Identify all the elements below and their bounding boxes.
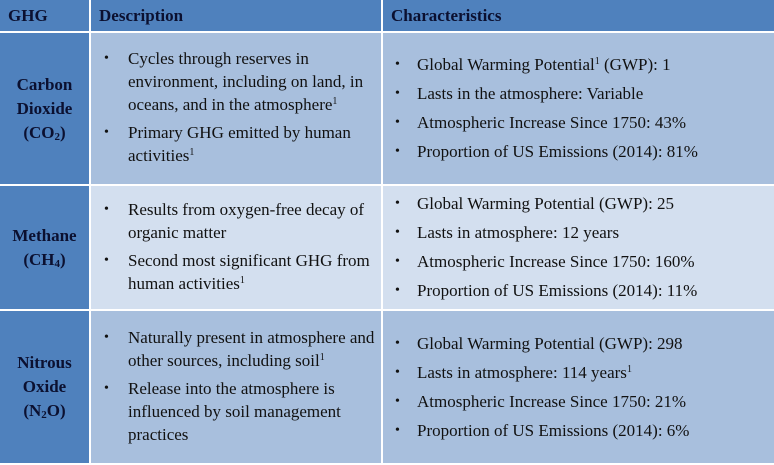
characteristics-cell <box>382 310 774 464</box>
header-ghg: GHG <box>0 0 90 32</box>
description-text: Second most significant GHG from human activities <box>128 250 370 293</box>
footnote-marker: 1 <box>626 363 632 375</box>
table-row-nitrous-oxide <box>0 310 774 464</box>
description-cell <box>90 32 382 185</box>
bullet-icon: • <box>104 329 109 345</box>
characteristics-list <box>384 53 773 163</box>
characteristics-list <box>384 332 773 442</box>
header-row <box>0 0 774 32</box>
characteristics-list-item <box>384 53 773 76</box>
footnote-marker: 1 <box>332 96 338 107</box>
gas-formula <box>4 248 85 272</box>
characteristic-text: Atmospheric Increase Since 1750: 160% <box>417 252 695 271</box>
characteristic-text: Proportion of US Emissions (2014): 81% <box>417 142 698 161</box>
description-list-item <box>92 249 380 295</box>
characteristic-text: Proportion of US Emissions (2014): 11% <box>417 281 698 300</box>
description-list <box>92 326 380 446</box>
bullet-icon: • <box>395 364 400 380</box>
description-text: Cycles through reserves in environment, including on land, in oceans, and in the atmosphere <box>128 49 364 114</box>
gas-formula-pre: (N <box>23 401 42 420</box>
characteristics-list-item <box>384 82 773 105</box>
characteristics-cell <box>382 185 774 310</box>
characteristics-list-item <box>384 250 773 273</box>
characteristics-list <box>384 192 773 302</box>
gas-formula-post: O) <box>46 401 66 420</box>
gas-formula-post: ) <box>60 249 66 269</box>
bullet-icon: • <box>395 254 400 269</box>
gas-formula-subscript: 2 <box>54 130 60 143</box>
footnote-marker: 1 <box>239 274 245 286</box>
gas-formula-post: ) <box>60 122 66 142</box>
gas-name-cell <box>0 185 90 310</box>
bullet-icon: • <box>395 196 400 211</box>
description-cell <box>90 310 382 464</box>
description-list-item <box>92 198 380 244</box>
gas-formula-pre: (CH <box>23 249 55 269</box>
header-description: Description <box>90 0 382 32</box>
gas-name-line2: Dioxide <box>16 98 73 118</box>
characteristics-list-item <box>384 419 773 442</box>
characteristic-text: Lasts in the atmosphere: Variable <box>417 84 644 103</box>
characteristic-text: Proportion of US Emissions (2014): 6% <box>417 420 690 440</box>
bullet-icon: • <box>104 380 109 396</box>
bullet-icon: • <box>104 201 109 217</box>
gas-formula-pre: (CO <box>23 122 55 142</box>
description-text: Naturally present in atmosphere and other sources, including soil <box>128 327 375 370</box>
gas-formula <box>4 121 85 145</box>
bullet-icon: • <box>395 86 400 101</box>
bullet-icon: • <box>395 422 400 438</box>
footnote-marker: 1 <box>189 147 195 158</box>
characteristic-text-suffix: (GWP): 1 <box>599 55 671 74</box>
bullet-icon: • <box>395 393 400 409</box>
table-row-carbon-dioxide <box>0 32 774 185</box>
bullet-icon: • <box>395 335 400 351</box>
bullet-icon: • <box>104 125 109 140</box>
bullet-icon: • <box>395 57 400 72</box>
characteristic-text: Atmospheric Increase Since 1750: 21% <box>417 391 687 411</box>
footnote-marker: 1 <box>319 351 325 363</box>
table-row-methane <box>0 185 774 310</box>
description-list-item <box>92 326 380 372</box>
bullet-icon: • <box>104 51 109 66</box>
characteristic-text: Global Warming Potential <box>417 55 595 74</box>
header-characteristics: Characteristics <box>382 0 774 32</box>
gas-name-line1: Nitrous <box>17 353 72 372</box>
characteristics-list-item <box>384 192 773 215</box>
gas-name-line2: Oxide <box>22 377 67 396</box>
description-list <box>92 198 380 295</box>
characteristics-cell <box>382 32 774 185</box>
gas-formula-subscript: 2 <box>41 409 47 421</box>
characteristic-text: Atmospheric Increase Since 1750: 43% <box>417 113 687 132</box>
characteristics-list-item <box>384 361 773 384</box>
gas-name-line1: Methane <box>12 225 77 245</box>
description-list <box>92 47 380 167</box>
characteristics-list-item <box>384 332 773 355</box>
characteristic-text: Global Warming Potential (GWP): 298 <box>417 333 683 353</box>
gas-name-cell <box>0 32 90 185</box>
bullet-icon: • <box>395 144 400 159</box>
gas-formula-subscript: 4 <box>54 257 60 270</box>
description-list-item <box>92 47 380 116</box>
bullet-icon: • <box>395 283 400 298</box>
description-cell <box>90 185 382 310</box>
description-text: Primary GHG emitted by human activities <box>128 123 351 165</box>
bullet-icon: • <box>395 115 400 130</box>
characteristic-text: Global Warming Potential (GWP): 25 <box>417 194 675 213</box>
characteristics-list-item <box>384 390 773 413</box>
characteristics-list-item <box>384 140 773 163</box>
gas-formula <box>4 399 85 423</box>
characteristics-list-item <box>384 111 773 134</box>
characteristics-list-item <box>384 279 773 302</box>
characteristics-list-item <box>384 221 773 244</box>
bullet-icon: • <box>104 252 109 268</box>
description-list-item <box>92 121 380 167</box>
footnote-marker: 1 <box>594 56 600 67</box>
gas-name-line1: Carbon <box>16 74 73 94</box>
description-list-item <box>92 377 380 446</box>
description-text: Results from oxygen-free decay of organic matter <box>128 199 365 242</box>
gas-name-cell <box>0 310 90 464</box>
description-text: Release into the atmosphere is influenced by soil management practices <box>128 378 341 444</box>
characteristic-text: Lasts in atmosphere: 114 years <box>417 362 627 382</box>
characteristic-text: Lasts in atmosphere: 12 years <box>417 223 620 242</box>
bullet-icon: • <box>395 225 400 240</box>
